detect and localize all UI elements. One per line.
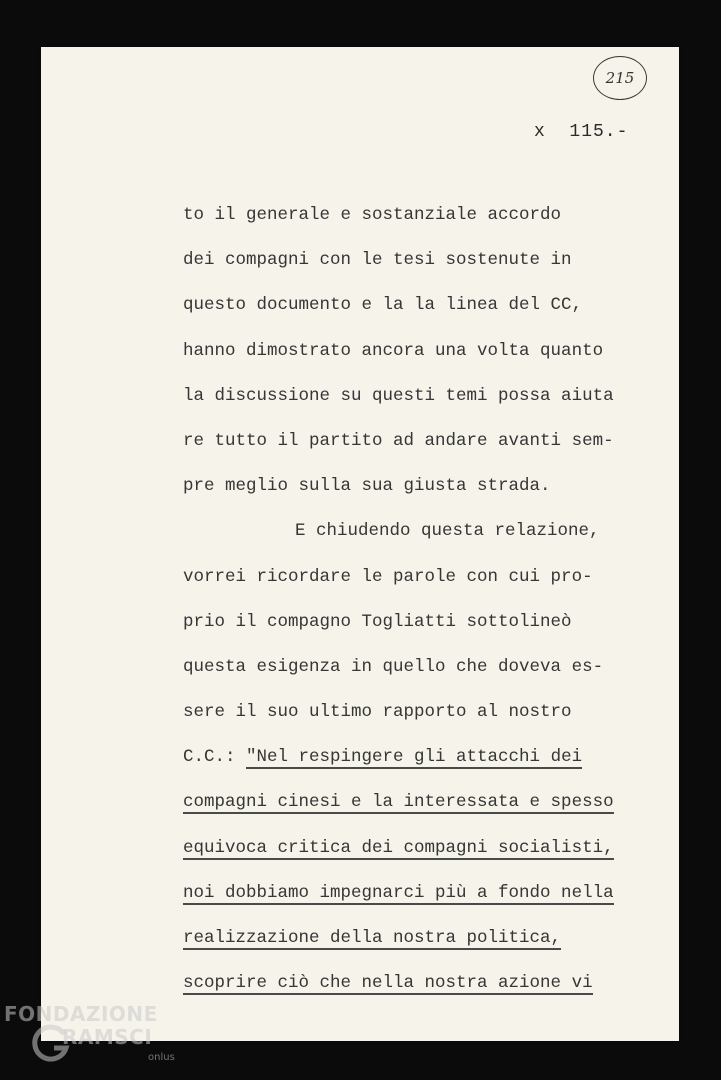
text-line-underlined [183,876,673,921]
page-number: x 115.- [534,122,629,142]
archive-stamp [593,56,647,100]
text-line-underlined [183,831,673,876]
text-line-underlined [183,785,673,830]
text-line: questa esigenza in quello che doveva es- [183,656,604,677]
text-line-underlined [183,921,673,966]
watermark-line2: RAMSCI [62,1025,153,1049]
text-line: questo documento e la la linea del CC, [183,295,583,316]
watermark-line1: FONDAZIONE [4,1002,158,1026]
text-line: dei compagni con le tesi sostenute in [183,250,572,271]
text-line: pre meglio sulla sua giusta strada. [183,476,551,497]
underlined-quote: noi dobbiamo impegnarci più a fondo nella [183,882,614,903]
text-line: to il generale e sostanziale accordo [183,205,562,225]
underlined-quote: scoprire ciò che nella nostra azione vi [183,973,593,994]
text-line: re tutto il partito ad andare avanti sem- [183,430,614,451]
text-line: la discussione su questi temi possa aiuta [183,385,614,406]
underlined-quote: realizzazione della nostra politica, [183,928,562,948]
text-line: vorrei ricordare le parole con cui pro- [183,566,593,587]
text-line-quote-start [183,740,673,785]
document-page [41,47,679,1041]
fondazione-gramsci-watermark [4,1000,184,1075]
underlined-quote: compagni cinesi e la interessata e spesso [183,792,614,813]
text-line: hanno dimostrato ancora una volta quanto [183,340,604,361]
stamp-number: 215 [605,69,635,87]
text-line: sere il suo ultimo rapporto al nostro [183,702,572,723]
text-line-underlined [183,966,673,1011]
underlined-quote: equivoca critica dei compagni socialisti, [183,837,614,858]
text-line: prio il compagno Togliatti sottolineò [183,611,572,632]
underlined-quote: "Nel respingere gli attacchi dei [246,747,583,768]
text-line-indented: E chiudendo questa relazione, [295,521,600,542]
watermark-suffix: onlus [148,1052,175,1063]
quote-lead: C.C.: [183,747,247,768]
typed-text-body [183,198,673,1011]
